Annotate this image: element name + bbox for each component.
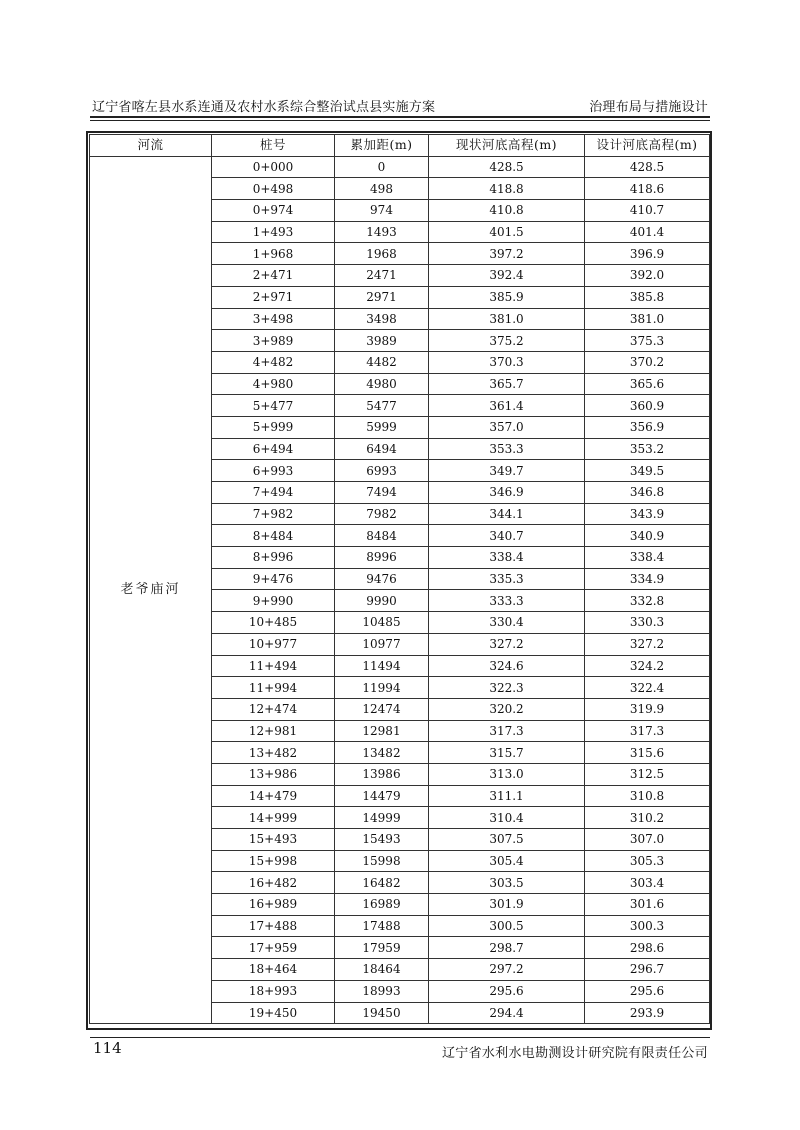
station-cell: 3+498 (212, 308, 335, 330)
existing-elevation-cell: 392.4 (429, 265, 585, 287)
station-cell: 10+977 (212, 633, 335, 655)
station-cell: 10+485 (212, 612, 335, 634)
column-header-river: 河流 (90, 135, 212, 157)
cumulative-distance-cell: 9476 (335, 568, 429, 590)
table-body (90, 156, 710, 1024)
existing-elevation-cell: 324.6 (429, 655, 585, 677)
design-elevation-cell: 296.7 (585, 959, 710, 981)
station-cell: 0+000 (212, 156, 335, 178)
document-title: 辽宁省喀左县水系连通及农村水系综合整治试点县实施方案 (92, 100, 436, 115)
station-cell: 3+989 (212, 330, 335, 352)
existing-elevation-cell: 340.7 (429, 525, 585, 547)
station-cell: 8+996 (212, 547, 335, 569)
existing-elevation-cell: 375.2 (429, 330, 585, 352)
design-elevation-cell: 418.6 (585, 178, 710, 200)
cumulative-distance-cell: 7982 (335, 503, 429, 525)
existing-elevation-cell: 322.3 (429, 677, 585, 699)
design-elevation-cell: 381.0 (585, 308, 710, 330)
design-elevation-cell: 330.3 (585, 612, 710, 634)
design-elevation-cell: 301.6 (585, 894, 710, 916)
cumulative-distance-cell: 5477 (335, 395, 429, 417)
station-cell: 5+477 (212, 395, 335, 417)
station-cell: 2+971 (212, 286, 335, 308)
station-cell: 19+450 (212, 1002, 335, 1024)
existing-elevation-cell: 311.1 (429, 785, 585, 807)
footer-rule (90, 1037, 710, 1038)
design-elevation-cell: 356.9 (585, 416, 710, 438)
cumulative-distance-cell: 17959 (335, 937, 429, 959)
cumulative-distance-cell: 10485 (335, 612, 429, 634)
cumulative-distance-cell: 7494 (335, 482, 429, 504)
existing-elevation-cell: 300.5 (429, 915, 585, 937)
page-number: 114 (93, 1039, 122, 1057)
design-elevation-cell: 346.8 (585, 482, 710, 504)
station-cell: 8+484 (212, 525, 335, 547)
existing-elevation-cell: 397.2 (429, 243, 585, 265)
station-cell: 14+479 (212, 785, 335, 807)
station-cell: 1+493 (212, 221, 335, 243)
existing-elevation-cell: 320.2 (429, 698, 585, 720)
station-cell: 5+999 (212, 416, 335, 438)
cumulative-distance-cell: 6993 (335, 460, 429, 482)
cumulative-distance-cell: 8484 (335, 525, 429, 547)
design-elevation-cell: 375.3 (585, 330, 710, 352)
page-header (92, 96, 708, 116)
existing-elevation-cell: 297.2 (429, 959, 585, 981)
design-elevation-cell: 360.9 (585, 395, 710, 417)
design-elevation-cell: 312.5 (585, 763, 710, 785)
cumulative-distance-cell: 2471 (335, 265, 429, 287)
existing-elevation-cell: 317.3 (429, 720, 585, 742)
design-elevation-cell: 319.9 (585, 698, 710, 720)
station-cell: 0+974 (212, 200, 335, 222)
design-elevation-cell: 324.2 (585, 655, 710, 677)
design-elevation-cell: 295.6 (585, 980, 710, 1002)
existing-elevation-cell: 295.6 (429, 980, 585, 1002)
existing-elevation-cell: 428.5 (429, 156, 585, 178)
design-elevation-cell: 353.2 (585, 438, 710, 460)
cumulative-distance-cell: 16989 (335, 894, 429, 916)
cumulative-distance-cell: 11994 (335, 677, 429, 699)
design-elevation-cell: 303.4 (585, 872, 710, 894)
design-elevation-cell: 300.3 (585, 915, 710, 937)
existing-elevation-cell: 315.7 (429, 742, 585, 764)
cumulative-distance-cell: 19450 (335, 1002, 429, 1024)
design-elevation-cell: 392.0 (585, 265, 710, 287)
header-rule-thick (90, 116, 710, 118)
design-elevation-cell: 293.9 (585, 1002, 710, 1024)
cumulative-distance-cell: 12474 (335, 698, 429, 720)
existing-elevation-cell: 310.4 (429, 807, 585, 829)
design-elevation-cell: 340.9 (585, 525, 710, 547)
station-cell: 16+989 (212, 894, 335, 916)
existing-elevation-cell: 344.1 (429, 503, 585, 525)
cumulative-distance-cell: 498 (335, 178, 429, 200)
station-cell: 15+998 (212, 850, 335, 872)
existing-elevation-cell: 381.0 (429, 308, 585, 330)
design-elevation-cell: 310.8 (585, 785, 710, 807)
column-header-cumulative-distance: 累加距(m) (335, 135, 429, 157)
design-elevation-cell: 370.2 (585, 351, 710, 373)
cumulative-distance-cell: 9990 (335, 590, 429, 612)
design-elevation-cell: 396.9 (585, 243, 710, 265)
cumulative-distance-cell: 15493 (335, 829, 429, 851)
existing-elevation-cell: 365.7 (429, 373, 585, 395)
station-cell: 4+980 (212, 373, 335, 395)
cumulative-distance-cell: 15998 (335, 850, 429, 872)
existing-elevation-cell: 313.0 (429, 763, 585, 785)
column-header-design-bed-elevation: 设计河底高程(m) (585, 135, 710, 157)
elevation-table (89, 134, 710, 1024)
station-cell: 2+471 (212, 265, 335, 287)
cumulative-distance-cell: 4482 (335, 351, 429, 373)
existing-elevation-cell: 307.5 (429, 829, 585, 851)
design-elevation-cell: 315.6 (585, 742, 710, 764)
cumulative-distance-cell: 1968 (335, 243, 429, 265)
station-cell: 6+494 (212, 438, 335, 460)
station-cell: 7+494 (212, 482, 335, 504)
cumulative-distance-cell: 3498 (335, 308, 429, 330)
existing-elevation-cell: 333.3 (429, 590, 585, 612)
existing-elevation-cell: 349.7 (429, 460, 585, 482)
station-cell: 11+994 (212, 677, 335, 699)
table-header-row (90, 135, 710, 157)
existing-elevation-cell: 353.3 (429, 438, 585, 460)
station-cell: 18+464 (212, 959, 335, 981)
table-row (90, 156, 710, 178)
station-cell: 0+498 (212, 178, 335, 200)
cumulative-distance-cell: 0 (335, 156, 429, 178)
design-elevation-cell: 305.3 (585, 850, 710, 872)
existing-elevation-cell: 327.2 (429, 633, 585, 655)
cumulative-distance-cell: 4980 (335, 373, 429, 395)
existing-elevation-cell: 346.9 (429, 482, 585, 504)
station-cell: 6+993 (212, 460, 335, 482)
design-elevation-cell: 310.2 (585, 807, 710, 829)
cumulative-distance-cell: 8996 (335, 547, 429, 569)
existing-elevation-cell: 294.4 (429, 1002, 585, 1024)
design-elevation-cell: 385.8 (585, 286, 710, 308)
existing-elevation-cell: 401.5 (429, 221, 585, 243)
cumulative-distance-cell: 13482 (335, 742, 429, 764)
existing-elevation-cell: 303.5 (429, 872, 585, 894)
station-cell: 14+999 (212, 807, 335, 829)
existing-elevation-cell: 338.4 (429, 547, 585, 569)
existing-elevation-cell: 357.0 (429, 416, 585, 438)
cumulative-distance-cell: 3989 (335, 330, 429, 352)
cumulative-distance-cell: 14999 (335, 807, 429, 829)
header-rule-thin (90, 120, 710, 121)
existing-elevation-cell: 330.4 (429, 612, 585, 634)
existing-elevation-cell: 361.4 (429, 395, 585, 417)
existing-elevation-cell: 335.3 (429, 568, 585, 590)
organization-name: 辽宁省水利水电勘测设计研究院有限责任公司 (441, 1046, 708, 1061)
station-cell: 15+493 (212, 829, 335, 851)
existing-elevation-cell: 385.9 (429, 286, 585, 308)
design-elevation-cell: 410.7 (585, 200, 710, 222)
station-cell: 16+482 (212, 872, 335, 894)
station-cell: 12+474 (212, 698, 335, 720)
design-elevation-cell: 334.9 (585, 568, 710, 590)
station-cell: 13+482 (212, 742, 335, 764)
design-elevation-cell: 332.8 (585, 590, 710, 612)
chapter-title: 治理布局与措施设计 (589, 100, 708, 115)
cumulative-distance-cell: 6494 (335, 438, 429, 460)
existing-elevation-cell: 370.3 (429, 351, 585, 373)
cumulative-distance-cell: 13986 (335, 763, 429, 785)
design-elevation-cell: 343.9 (585, 503, 710, 525)
design-elevation-cell: 307.0 (585, 829, 710, 851)
station-cell: 7+982 (212, 503, 335, 525)
design-elevation-cell: 327.2 (585, 633, 710, 655)
cumulative-distance-cell: 5999 (335, 416, 429, 438)
design-elevation-cell: 365.6 (585, 373, 710, 395)
station-cell: 9+990 (212, 590, 335, 612)
station-cell: 17+488 (212, 915, 335, 937)
station-cell: 1+968 (212, 243, 335, 265)
existing-elevation-cell: 418.8 (429, 178, 585, 200)
column-header-station: 桩号 (212, 135, 335, 157)
cumulative-distance-cell: 12981 (335, 720, 429, 742)
design-elevation-cell: 338.4 (585, 547, 710, 569)
design-elevation-cell: 428.5 (585, 156, 710, 178)
station-cell: 13+986 (212, 763, 335, 785)
river-name-cell: 老爷庙河 (90, 156, 212, 1024)
existing-elevation-cell: 301.9 (429, 894, 585, 916)
cumulative-distance-cell: 2971 (335, 286, 429, 308)
cumulative-distance-cell: 10977 (335, 633, 429, 655)
design-elevation-cell: 317.3 (585, 720, 710, 742)
design-elevation-cell: 401.4 (585, 221, 710, 243)
existing-elevation-cell: 305.4 (429, 850, 585, 872)
cumulative-distance-cell: 16482 (335, 872, 429, 894)
station-cell: 12+981 (212, 720, 335, 742)
cumulative-distance-cell: 1493 (335, 221, 429, 243)
cumulative-distance-cell: 18464 (335, 959, 429, 981)
existing-elevation-cell: 410.8 (429, 200, 585, 222)
cumulative-distance-cell: 974 (335, 200, 429, 222)
column-header-existing-bed-elevation: 现状河底高程(m) (429, 135, 585, 157)
existing-elevation-cell: 298.7 (429, 937, 585, 959)
station-cell: 4+482 (212, 351, 335, 373)
cumulative-distance-cell: 18993 (335, 980, 429, 1002)
cumulative-distance-cell: 11494 (335, 655, 429, 677)
station-cell: 11+494 (212, 655, 335, 677)
design-elevation-cell: 298.6 (585, 937, 710, 959)
station-cell: 9+476 (212, 568, 335, 590)
cumulative-distance-cell: 17488 (335, 915, 429, 937)
station-cell: 18+993 (212, 980, 335, 1002)
cumulative-distance-cell: 14479 (335, 785, 429, 807)
design-elevation-cell: 349.5 (585, 460, 710, 482)
station-cell: 17+959 (212, 937, 335, 959)
design-elevation-cell: 322.4 (585, 677, 710, 699)
